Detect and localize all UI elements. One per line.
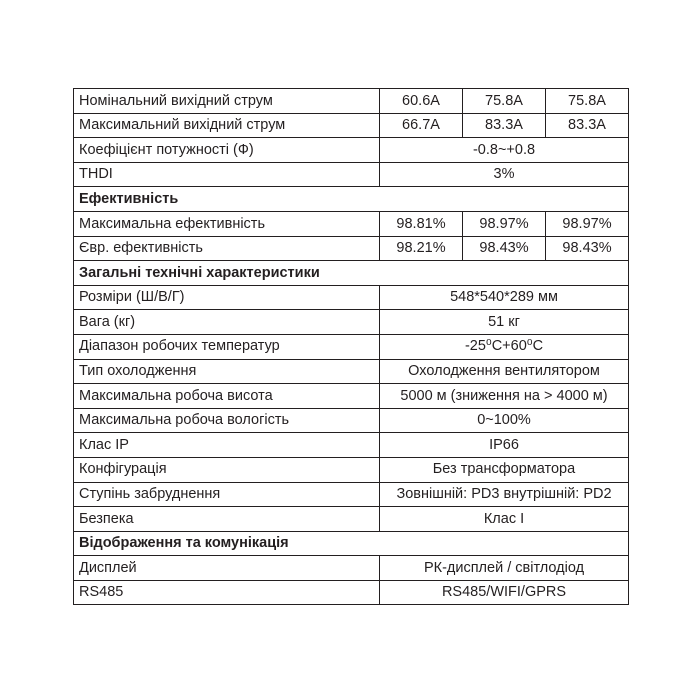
row-label: Номінальний вихідний струм — [74, 89, 380, 114]
row-value: 51 кг — [380, 310, 629, 335]
row-value: 98.81% — [380, 211, 463, 236]
row-value: Клас I — [380, 507, 629, 532]
row-value: 83.3A — [463, 113, 546, 138]
table-row — [74, 457, 629, 482]
table-row — [74, 211, 629, 236]
row-value: Охолодження вентилятором — [380, 359, 629, 384]
section-header-row — [74, 531, 629, 556]
row-label: Клас IP — [74, 433, 380, 458]
table-row — [74, 113, 629, 138]
table-row — [74, 138, 629, 163]
row-value: Без трансформатора — [380, 457, 629, 482]
row-value: 83.3A — [546, 113, 629, 138]
row-value: 98.21% — [380, 236, 463, 261]
row-label: Розміри (Ш/В/Г) — [74, 285, 380, 310]
row-label: Ступінь забруднення — [74, 482, 380, 507]
row-label: Євр. ефективність — [74, 236, 380, 261]
row-value: 60.6A — [380, 89, 463, 114]
table-row — [74, 162, 629, 187]
row-label: Дисплей — [74, 556, 380, 581]
section-header-row — [74, 187, 629, 212]
table-row — [74, 556, 629, 581]
table-row — [74, 359, 629, 384]
row-label: RS485 — [74, 580, 380, 605]
row-value: РК-дисплей / світлодіод — [380, 556, 629, 581]
table-row — [74, 384, 629, 409]
table-row — [74, 285, 629, 310]
table-row — [74, 334, 629, 359]
table-row — [74, 89, 629, 114]
table-row — [74, 236, 629, 261]
row-value: Зовнішній: PD3 внутрішній: PD2 — [380, 482, 629, 507]
row-label: Діапазон робочих температур — [74, 334, 380, 359]
row-value: -0.8~+0.8 — [380, 138, 629, 163]
table-row — [74, 580, 629, 605]
row-label: Максимальна робоча висота — [74, 384, 380, 409]
row-label: Максимальний вихідний струм — [74, 113, 380, 138]
table-row — [74, 433, 629, 458]
section-header: Ефективність — [74, 187, 629, 212]
row-value: 98.97% — [463, 211, 546, 236]
row-value: 75.8A — [463, 89, 546, 114]
spec-table — [73, 88, 629, 605]
table-row — [74, 507, 629, 532]
row-value: 5000 м (зниження на > 4000 м) — [380, 384, 629, 409]
row-value: 0~100% — [380, 408, 629, 433]
section-header: Загальні технічні характеристики — [74, 261, 629, 286]
row-label: Коефіцієнт потужності (Ф) — [74, 138, 380, 163]
row-value: 66.7A — [380, 113, 463, 138]
section-header: Відображення та комунікація — [74, 531, 629, 556]
row-value: IP66 — [380, 433, 629, 458]
row-value: 548*540*289 мм — [380, 285, 629, 310]
row-value: 98.43% — [546, 236, 629, 261]
table-row — [74, 310, 629, 335]
row-value: 98.43% — [463, 236, 546, 261]
row-label: Конфігурація — [74, 457, 380, 482]
row-label: Максимальна робоча вологість — [74, 408, 380, 433]
row-label: Безпека — [74, 507, 380, 532]
row-label: Вага (кг) — [74, 310, 380, 335]
table-row — [74, 408, 629, 433]
row-value: RS485/WIFI/GPRS — [380, 580, 629, 605]
row-label: THDI — [74, 162, 380, 187]
row-value: 98.97% — [546, 211, 629, 236]
row-value: 75.8A — [546, 89, 629, 114]
row-label: Тип охолодження — [74, 359, 380, 384]
section-header-row — [74, 261, 629, 286]
row-value: -25⁰C+60⁰C — [380, 334, 629, 359]
spec-table-body — [74, 89, 629, 605]
row-value: 3% — [380, 162, 629, 187]
row-label: Максимальна ефективність — [74, 211, 380, 236]
table-row — [74, 482, 629, 507]
